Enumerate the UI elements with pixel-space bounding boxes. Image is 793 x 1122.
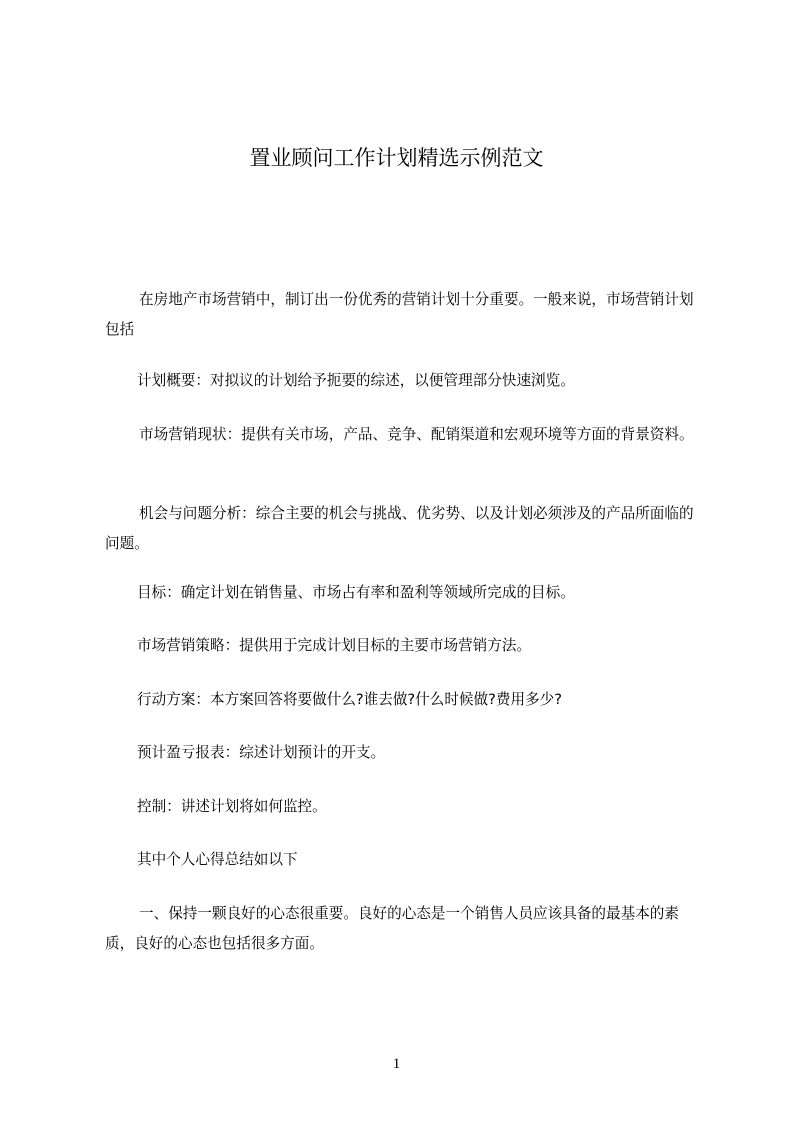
paragraph-goals: 目标：确定计划在销售量、市场占有率和盈利等领域所完成的目标。	[137, 584, 575, 601]
paragraph-action-plan: 行动方案：本方案回答将要做什么?谁去做?什么时候做?费用多少?	[137, 691, 563, 708]
paragraph-intro: 在房地产市场营销中，制订出一份优秀的营销计划十分重要。一般来说，市场营销计划包括	[105, 291, 694, 338]
paragraph-experience-1: 一、保持一颗良好的心态很重要。良好的心态是一个销售人员应该具备的最基本的素质，良好的心态也包括很多方面。	[105, 905, 679, 952]
paragraph-opportunity-analysis: 机会与问题分析：综合主要的机会与挑战、优劣势、以及计划必须涉及的产品所面临的问题。	[105, 505, 694, 552]
page-number: 1	[392, 1056, 401, 1072]
paragraph-profit-loss: 预计盈亏报表：综述计划预计的开支。	[137, 744, 386, 761]
document-title: 置业顾问工作计划精选示例范文	[249, 146, 544, 170]
paragraph-control: 控制：讲述计划将如何监控。	[137, 798, 327, 815]
paragraph-plan-summary: 计划概要：对拟议的计划给予扼要的综述，以便管理部分快速浏览。	[137, 372, 575, 389]
paragraph-strategy: 市场营销策略：提供用于完成计划目标的主要市场营销方法。	[137, 637, 532, 654]
paragraph-market-status: 市场营销现状：提供有关市场，产品、竞争、配销渠道和宏观环境等方面的背景资料。	[139, 426, 694, 443]
paragraph-experience-heading: 其中个人心得总结如以下	[137, 851, 298, 868]
